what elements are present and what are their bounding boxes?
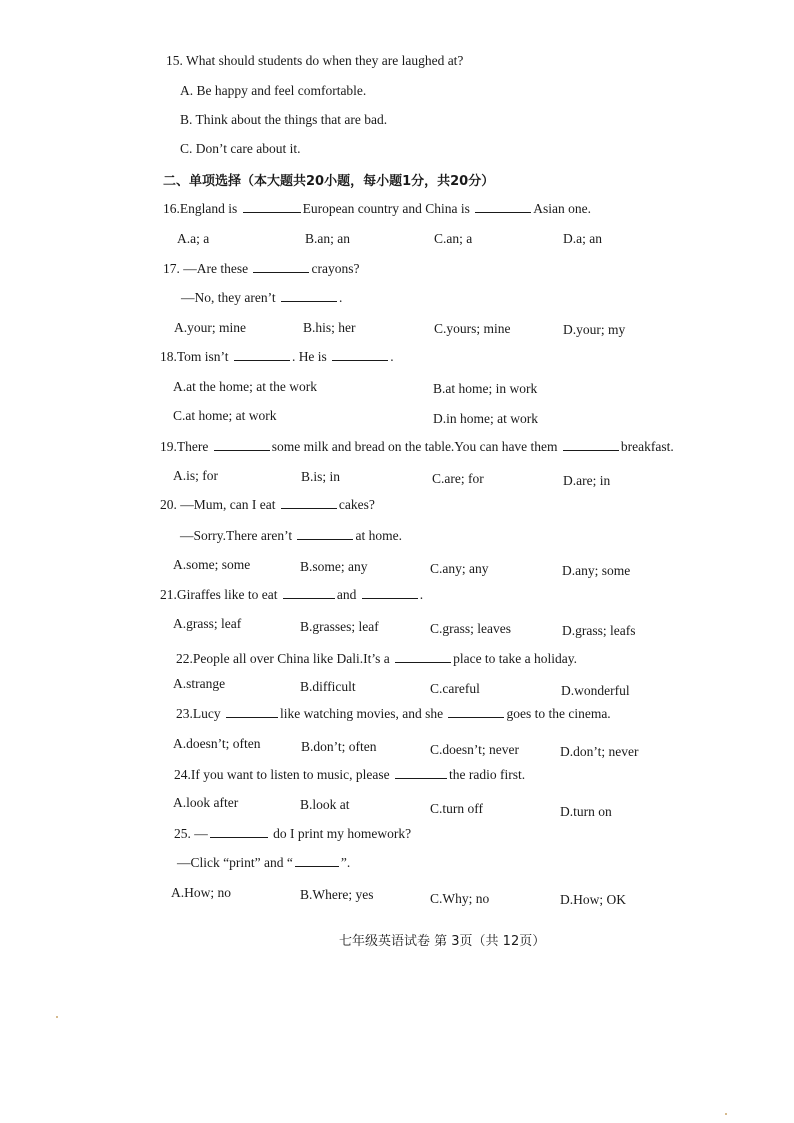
- q18-text-1: 18.Tom isn’t: [160, 349, 229, 364]
- q16-text-1: 16.England is: [163, 201, 238, 216]
- q17-stem: [163, 261, 359, 277]
- q22-option-b: B.difficult: [300, 679, 356, 694]
- q15-option-c: C. Don’t care about it.: [180, 141, 301, 156]
- q23-option-c: C.doesn’t; never: [430, 742, 519, 757]
- q17-response-text: —No, they aren’t: [181, 290, 276, 305]
- q21-text-2: and: [336, 587, 357, 602]
- answer-blank: [234, 349, 290, 361]
- q17-option-c: C.yours; mine: [434, 321, 511, 336]
- q20-text-1: 20. —Mum, can I eat: [160, 497, 276, 512]
- q21-stem: [160, 587, 423, 603]
- q16-stem: [163, 201, 591, 217]
- q22-option-a: A.strange: [173, 676, 226, 691]
- q20-option-a: A.some; some: [173, 557, 251, 572]
- q19-option-b: B.is; in: [301, 469, 341, 484]
- q16-option-b: B.an; an: [305, 231, 350, 246]
- q20-text-2: cakes?: [338, 497, 375, 512]
- q22-text-1: 22.People all over China like Dali.It’s a: [176, 651, 390, 666]
- answer-blank: [281, 497, 337, 509]
- answer-blank: [210, 826, 268, 838]
- answer-blank: [297, 528, 353, 540]
- answer-blank: [226, 706, 278, 718]
- answer-blank: [563, 439, 619, 451]
- q23-option-a: A.doesn’t; often: [173, 736, 261, 751]
- q15-stem: 15. What should students do when they are laughed at?: [166, 53, 464, 68]
- q24-option-d: D.turn on: [560, 804, 612, 819]
- answer-blank: [214, 439, 270, 451]
- q22-text-2: place to take a holiday.: [453, 651, 578, 666]
- answer-blank: [475, 201, 531, 213]
- q17-response-end: .: [338, 290, 343, 305]
- q21-option-c: C.grass; leaves: [430, 621, 511, 636]
- scan-speck: [56, 1016, 58, 1018]
- answer-blank: [362, 587, 418, 599]
- q25-response-text: —Click “print” and “: [177, 855, 293, 870]
- q15-option-b: B. Think about the things that are bad.: [180, 112, 388, 127]
- page-footer: 七年级英语试卷 第 3页（共 12页）: [339, 934, 546, 949]
- q18-stem: [160, 349, 394, 365]
- q21-text-3: .: [419, 587, 424, 602]
- q24-option-b: B.look at: [300, 797, 350, 812]
- q22-stem: [176, 651, 577, 667]
- q19-text-3: breakfast.: [620, 439, 674, 454]
- q19-option-d: D.are; in: [563, 473, 611, 488]
- q20-stem: [160, 497, 375, 513]
- q24-option-a: A.look after: [173, 795, 239, 810]
- q25-text-2: do I print my homework?: [273, 826, 412, 841]
- q22-option-d: D.wonderful: [561, 683, 630, 698]
- q25-option-a: A.How; no: [171, 885, 231, 900]
- q15-option-a: A. Be happy and feel comfortable.: [180, 83, 367, 98]
- q19-stem: [160, 439, 674, 455]
- q25-response-end: ”.: [340, 855, 351, 870]
- answer-blank: [332, 349, 388, 361]
- q21-option-a: A.grass; leaf: [173, 616, 242, 631]
- q25-response: [177, 855, 350, 871]
- q16-text-2: European country and China is: [302, 201, 470, 216]
- answer-blank: [283, 587, 335, 599]
- q19-text-1: 19.There: [160, 439, 209, 454]
- q17-text-2: crayons?: [311, 261, 360, 276]
- q20-response-text: —Sorry.There aren’t: [180, 528, 293, 543]
- q17-option-b: B.his; her: [303, 320, 356, 335]
- q23-text-2: like watching movies, and she: [280, 706, 444, 721]
- q18-text-3: .: [390, 349, 394, 364]
- q18-option-a: A.at the home; at the work: [173, 379, 317, 394]
- q18-option-b: B.at home; in work: [433, 381, 538, 396]
- q25-text-1: 25. —: [174, 826, 208, 841]
- scan-speck: [725, 1113, 727, 1115]
- q17-response: [181, 290, 342, 306]
- q20-option-b: B.some; any: [300, 559, 368, 574]
- q16-option-d: D.a; an: [563, 231, 602, 246]
- section-heading: 二、单项选择（本大题共20小题，每小题1分，共20分）: [163, 174, 495, 189]
- q17-text-1: 17. —Are these: [163, 261, 249, 276]
- q25-stem: [174, 826, 411, 842]
- q23-option-b: B.don’t; often: [301, 739, 377, 754]
- q21-option-b: B.grasses; leaf: [300, 619, 379, 634]
- q20-response-end: at home.: [355, 528, 402, 543]
- q24-option-c: C.turn off: [430, 801, 483, 816]
- q23-stem: [176, 706, 611, 722]
- q19-text-2: some milk and bread on the table.You can have them: [271, 439, 558, 454]
- q24-text-1: 24.If you want to listen to music, please: [174, 767, 390, 782]
- q23-text-1: 23.Lucy: [176, 706, 221, 721]
- q25-option-c: C.Why; no: [430, 891, 490, 906]
- q22-option-c: C.careful: [430, 681, 480, 696]
- q24-text-2: the radio first.: [448, 767, 526, 782]
- q20-option-c: C.any; any: [430, 561, 489, 576]
- q23-option-d: D.don’t; never: [560, 744, 639, 759]
- q18-option-d: D.in home; at work: [433, 411, 538, 426]
- q19-option-c: C.are; for: [432, 471, 484, 486]
- q20-response: [180, 528, 402, 544]
- q21-text-1: 21.Giraffes like to eat: [160, 587, 278, 602]
- answer-blank: [253, 261, 309, 273]
- q25-option-d: D.How; OK: [560, 892, 626, 907]
- answer-blank: [243, 201, 301, 213]
- q21-option-d: D.grass; leafs: [562, 623, 636, 638]
- answer-blank: [395, 767, 447, 779]
- q25-option-b: B.Where; yes: [300, 887, 374, 902]
- q17-option-a: A.your; mine: [174, 320, 246, 335]
- answer-blank: [395, 651, 451, 663]
- q16-text-3: Asian one.: [533, 201, 591, 216]
- q18-option-c: C.at home; at work: [173, 408, 277, 423]
- q18-text-2: . He is: [291, 349, 327, 364]
- q20-option-d: D.any; some: [562, 563, 631, 578]
- answer-blank: [295, 855, 339, 867]
- q17-option-d: D.your; my: [563, 322, 626, 337]
- q16-option-c: C.an; a: [434, 231, 473, 246]
- answer-blank: [281, 290, 337, 302]
- q23-text-3: goes to the cinema.: [506, 706, 611, 721]
- q19-option-a: A.is; for: [173, 468, 218, 483]
- q16-option-a: A.a; a: [177, 231, 210, 246]
- answer-blank: [448, 706, 504, 718]
- q24-stem: [174, 767, 525, 783]
